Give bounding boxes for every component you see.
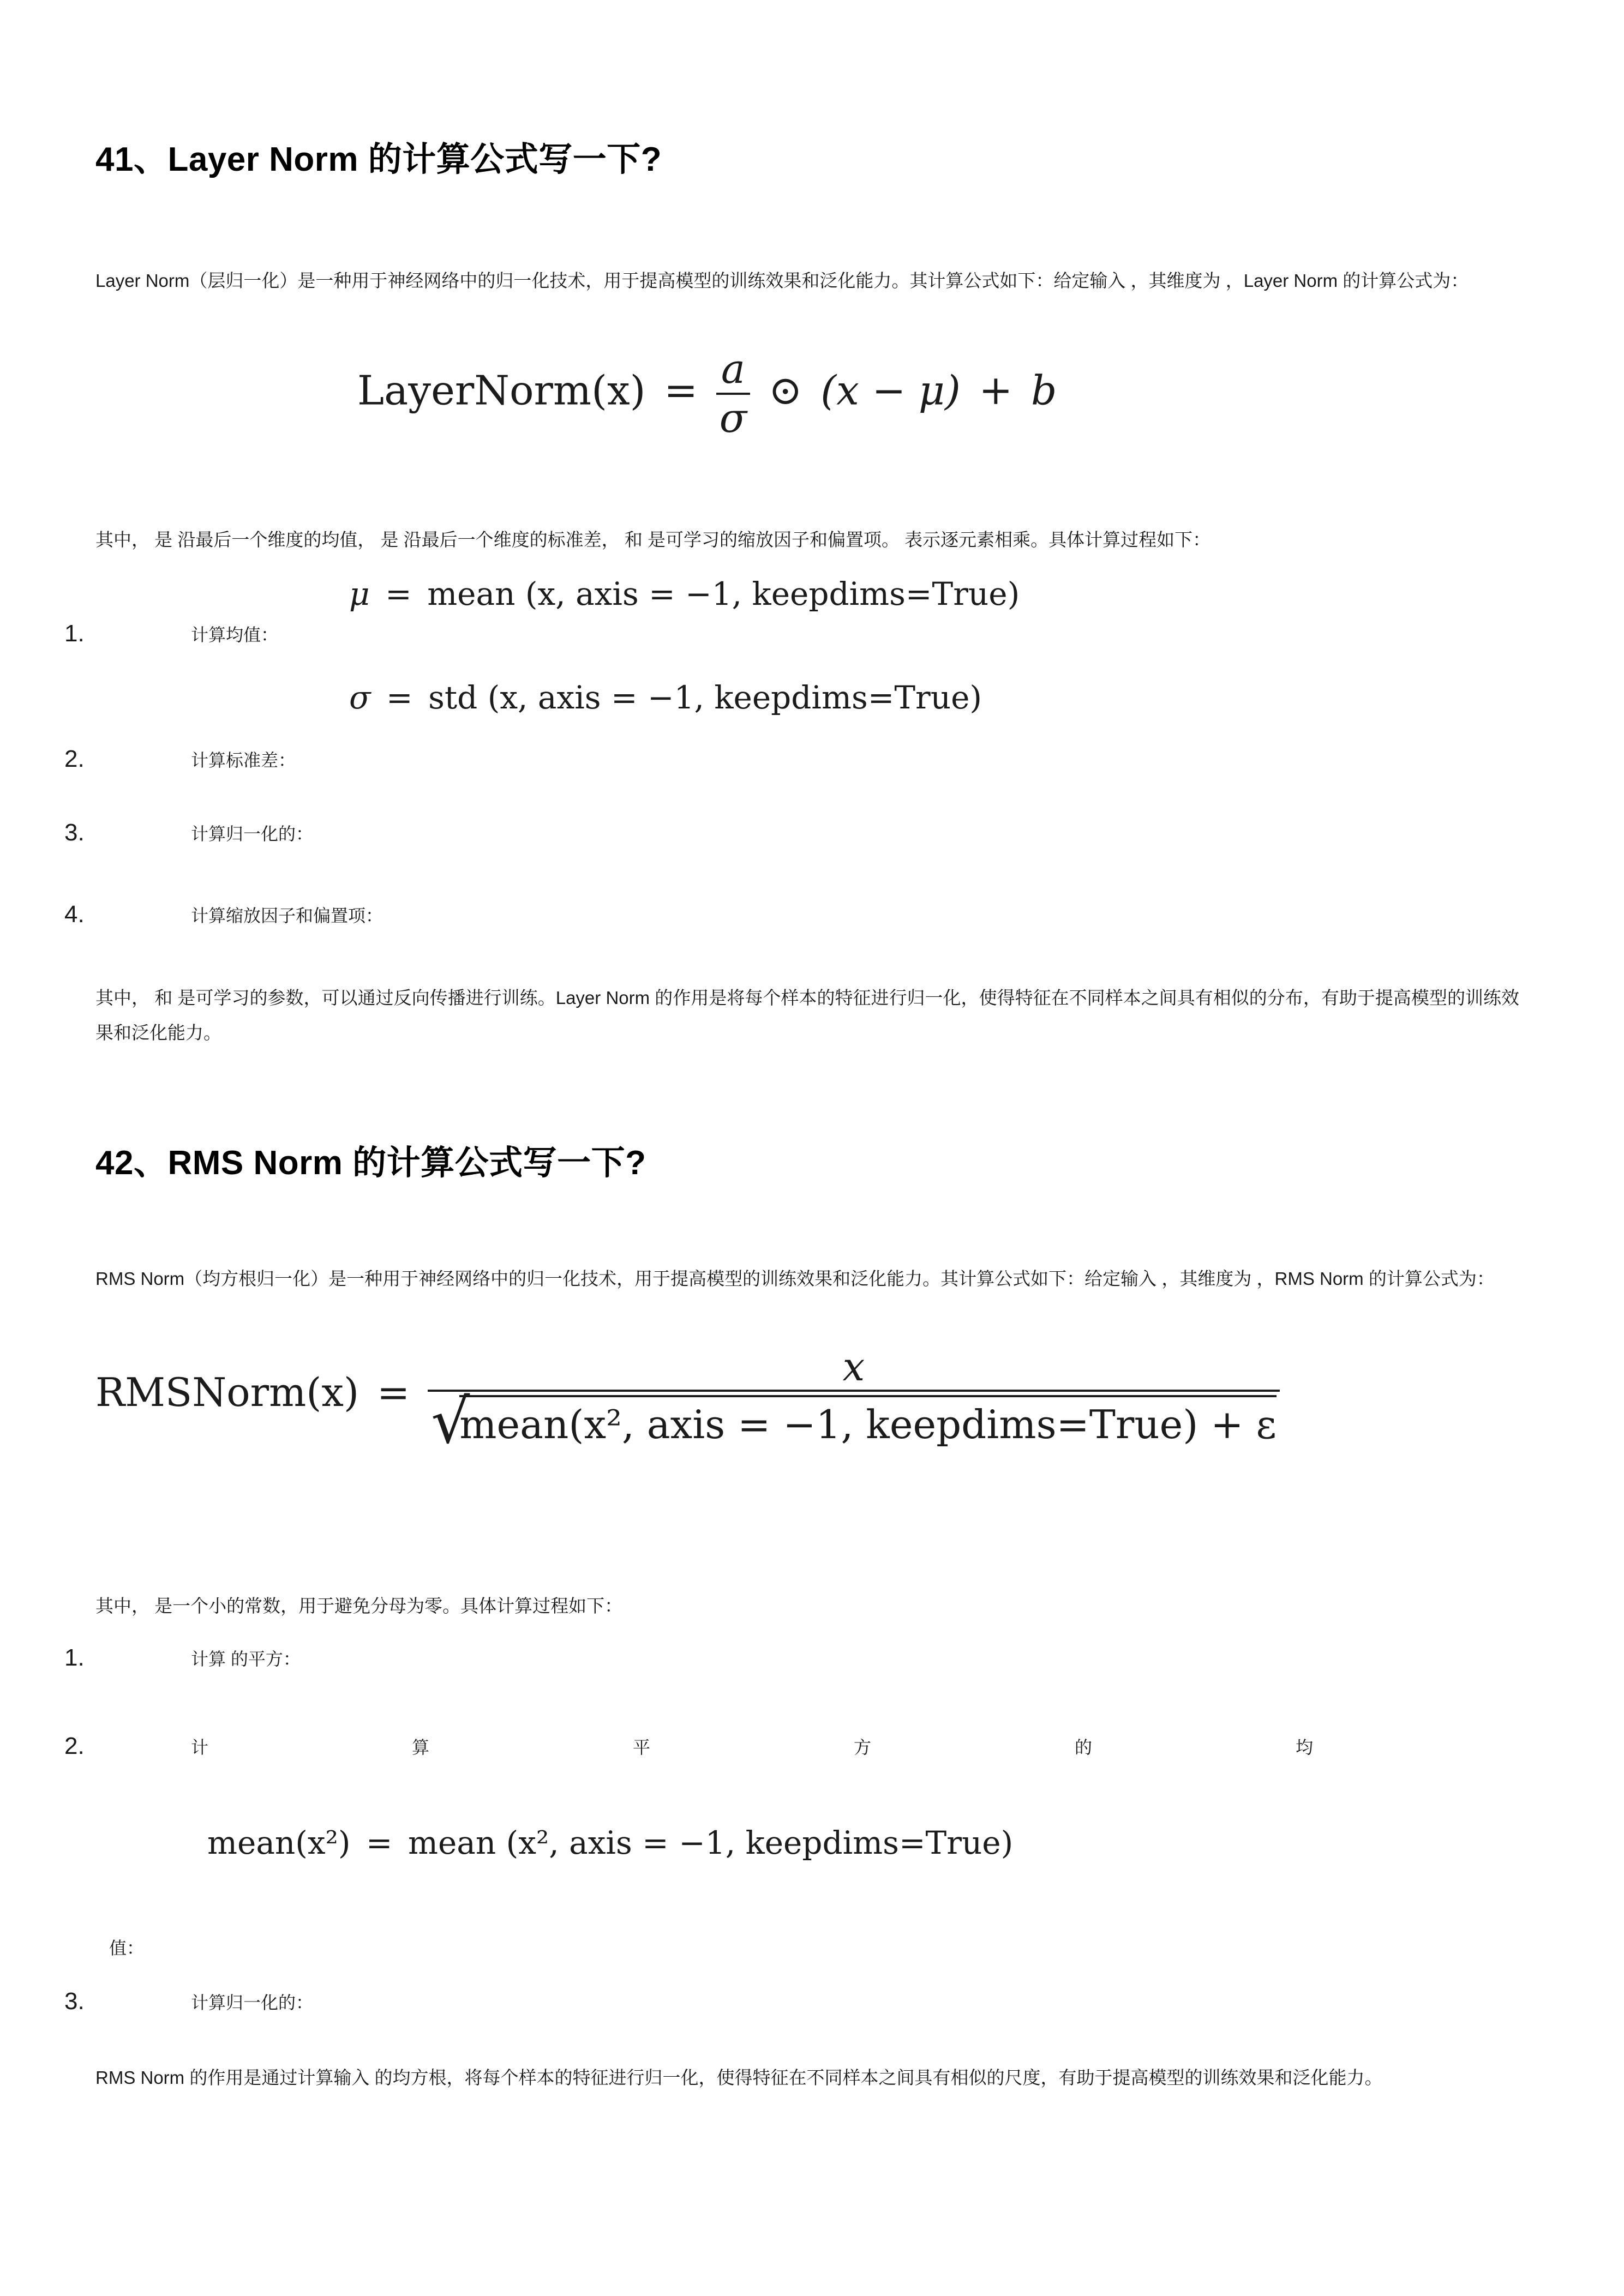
list-item-label-normalize: 计算归一化的：	[191, 1993, 314, 2012]
list-item-label-std: 计算标准差：	[191, 750, 296, 770]
list-item-number: 3.	[64, 1988, 85, 2015]
section-41-heading: 41、Layer Norm 的计算公式写一下?	[95, 140, 662, 178]
fraction-denominator-sigma: σ	[719, 395, 747, 442]
std-formula-lhs: σ	[349, 679, 371, 716]
section-42-closing-paragraph: RMS Norm 的作用是通过计算输入 的均方根，将每个样本的特征进行归一化，使得特征在不同样本之间具有相似的尺度，有助于提高模型的训练效果和泛化能力。	[95, 2067, 1383, 2088]
rmsnorm-main-formula	[95, 1344, 1280, 1457]
layernorm-main-formula	[357, 346, 1057, 442]
mean-function-args: (x², axis = −1, keepdims=True)	[506, 1824, 1014, 1861]
bias-b: b	[1030, 367, 1057, 414]
mean-square-formula	[207, 1824, 1014, 1861]
std-function-args: (x, axis = −1, keepdims=True)	[487, 679, 982, 716]
list-item-label-scale-bias: 计算缩放因子和偏置项：	[191, 906, 383, 925]
mean-formula	[349, 575, 1020, 612]
mean-square-lhs: mean(x²)	[207, 1824, 351, 1861]
std-formula	[349, 679, 982, 716]
section-42-intro-paragraph: RMS Norm（均方根归一化）是一种用于神经网络中的归一化技术，用于提高模型的训练效果和泛化能力。其计算公式如下：给定输入 ，其维度为 ，RMS Norm 的计算公式为：	[95, 1269, 1495, 1289]
justified-char: 算	[412, 1738, 430, 1757]
list-item-number: 2.	[64, 1733, 85, 1759]
justified-char: 的	[1075, 1738, 1093, 1757]
fraction-bar	[428, 1390, 1280, 1392]
plus-sign: +	[979, 367, 1013, 414]
justified-char: 均	[1296, 1738, 1314, 1757]
justified-char: 平	[633, 1738, 651, 1757]
section-41-closing-paragraph: 其中， 和 是可学习的参数，可以通过反向传播进行训练。Layer Norm 的作用是将每个样本的特征进行归一化，使得特征在不同样本之间具有相似的分布，有助于提高模型的训练效果和泛化能力。	[95, 988, 1519, 1043]
justified-char: 计	[191, 1738, 209, 1757]
mean-function-name: mean	[427, 575, 516, 612]
equals-sign: =	[365, 1824, 393, 1861]
fraction-denominator-radical	[428, 1386, 1280, 1457]
list-item-label-normalize: 计算归一化的：	[191, 824, 314, 844]
equals-sign: =	[376, 1369, 410, 1415]
list-item-number: 2.	[64, 746, 85, 772]
equals-sign: =	[386, 679, 413, 716]
section-42-notes-paragraph: 其中， 是一个小的常数，用于避免分母为零。具体计算过程如下：	[95, 1596, 623, 1616]
odot-operator: ⊙	[768, 367, 802, 414]
justified-char: 方	[854, 1738, 872, 1757]
list-item-label-square: 计算 的平方：	[191, 1649, 301, 1669]
list-item-label-continuation: 值：	[109, 1938, 145, 1958]
square-root	[431, 1386, 1277, 1457]
fraction-numerator-a: a	[721, 346, 745, 393]
rmsnorm-lhs: RMSNorm(x)	[95, 1369, 359, 1415]
section-42-heading: 42、RMS Norm 的计算公式写一下?	[95, 1144, 646, 1182]
list-item-number: 4.	[64, 901, 85, 928]
section-41-notes-paragraph: 其中， 是 沿最后一个维度的均值， 是 沿最后一个维度的标准差， 和 是可学习的缩放因子和偏置项。 表示逐元素相乘。具体计算过程如下：	[95, 530, 1211, 550]
layernorm-lhs: LayerNorm(x)	[357, 367, 646, 414]
radicand: mean(x², axis = −1, keepdims=True) + ε	[459, 1395, 1277, 1444]
std-function-name: std	[428, 679, 478, 716]
x-minus-mu-group: (x − μ)	[820, 367, 961, 414]
radical-sign: √	[431, 1386, 470, 1457]
mean-formula-lhs: μ	[349, 575, 370, 612]
equals-sign: =	[385, 575, 412, 612]
fraction-numerator-x: x	[842, 1344, 865, 1390]
list-item-number: 1.	[64, 1644, 85, 1671]
mean-function-args: (x, axis = −1, keepdims=True)	[525, 575, 1020, 612]
list-item-label-mean: 计算均值：	[191, 625, 279, 645]
list-item-number: 3.	[64, 819, 85, 846]
equals-sign: =	[664, 367, 698, 414]
list-item-number: 1.	[64, 620, 85, 647]
rmsnorm-fraction	[428, 1344, 1280, 1457]
a-over-sigma-fraction	[716, 346, 751, 442]
mean-function-name: mean	[408, 1824, 496, 1861]
section-41-intro-paragraph: Layer Norm（层归一化）是一种用于神经网络中的归一化技术，用于提高模型的训练效果和泛化能力。其计算公式如下：给定输入 ，其维度为 ，Layer Norm 的计算公式为：	[95, 271, 1469, 291]
list-item-label-mean-of-square	[191, 1739, 1517, 1756]
